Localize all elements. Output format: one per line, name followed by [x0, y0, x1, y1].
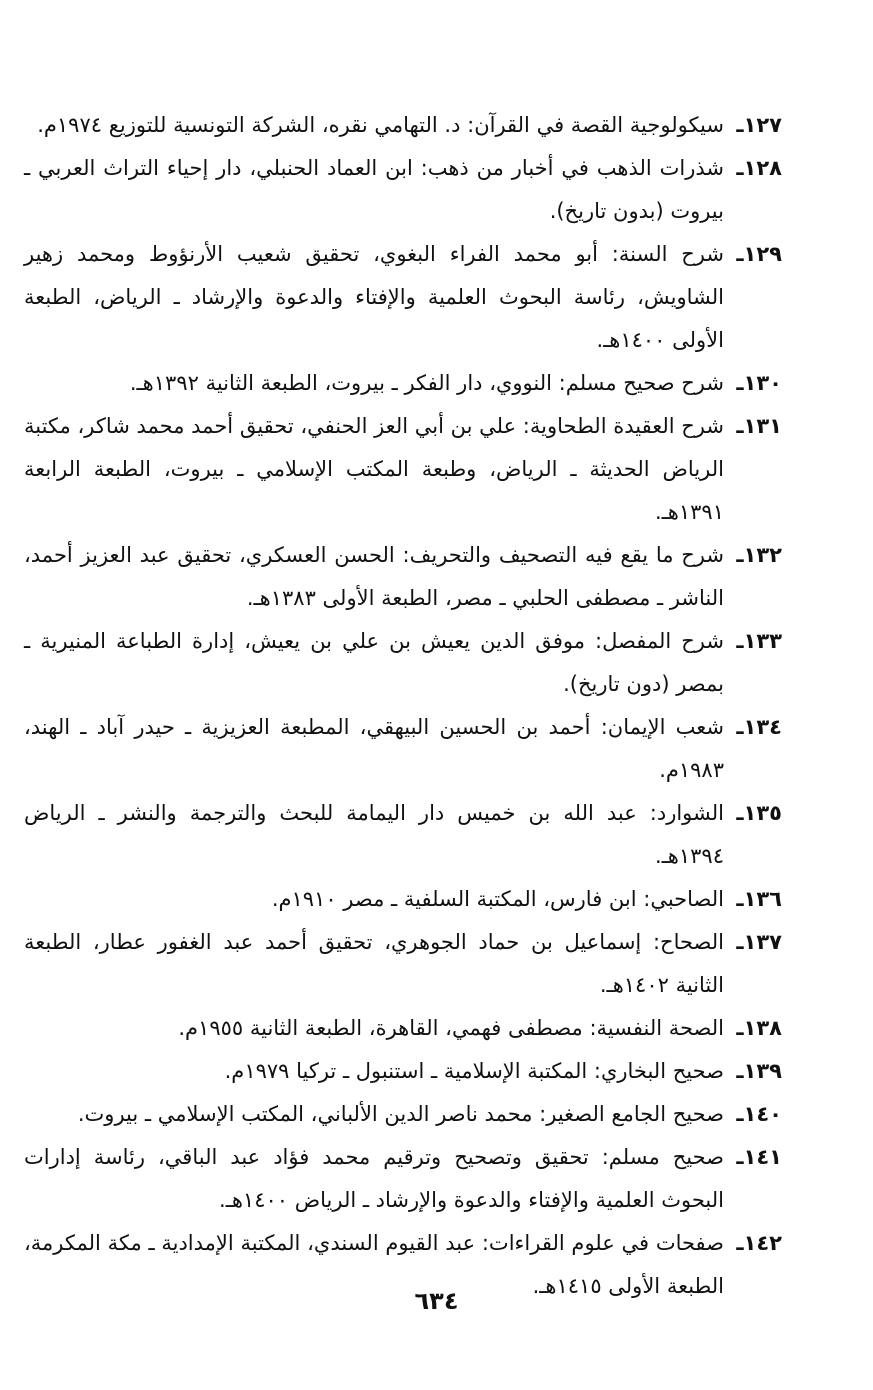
entry-text: صحيح البخاري: المكتبة الإسلامية ـ استنبول ـ تركيا ١٩٧٩م.: [224, 1059, 724, 1083]
bibliography-entry: [24, 147, 782, 233]
bibliography-entry: [24, 405, 782, 534]
bibliography-entry: [24, 1093, 782, 1136]
entry-number: ١٢٧ـ: [736, 113, 782, 137]
entry-number: ١٣٦ـ: [736, 887, 782, 911]
entry-text: شرح ما يقع فيه التصحيف والتحريف: الحسن العسكري، تحقيق عبد العزيز أحمد، الناشر ـ مصطفى الحلبي ـ مصر، الطبعة الأولى ١٣٨٣هـ.: [24, 543, 724, 610]
entry-number: ١٣٨ـ: [736, 1016, 782, 1040]
entry-number: ١٣٥ـ: [736, 801, 782, 825]
entry-text: الصحاح: إسماعيل بن حماد الجوهري، تحقيق أحمد عبد الغفور عطار، الطبعة الثانية ١٤٠٢هـ.: [24, 930, 724, 997]
entry-number: ١٣٤ـ: [736, 715, 782, 739]
bibliography-entry: [24, 706, 782, 792]
entry-text: صفحات في علوم القراءات: عبد القيوم السندي، المكتبة الإمدادية ـ مكة المكرمة، الطبعة الأولى ١٤١٥هـ.: [24, 1231, 724, 1298]
entry-text: شرح السنة: أبو محمد الفراء البغوي، تحقيق شعيب الأرنؤوط ومحمد زهير الشاويش، رئاسة البحوث العلمية والإفتاء والدعوة والإرشاد ـ الرياض، الطبعة الأولى ١٤٠٠هـ.: [24, 242, 724, 352]
entry-text: الشوارد: عبد الله بن خميس دار اليمامة للبحث والترجمة والنشر ـ الرياض ١٣٩٤هـ.: [24, 801, 724, 868]
entry-number: ١٣٢ـ: [736, 543, 782, 567]
entry-text: شرح المفصل: موفق الدين يعيش بن علي بن يعيش، إدارة الطباعة المنيرية ـ بمصر (دون تاريخ).: [24, 629, 724, 696]
entry-number: ١٤٠ـ: [736, 1102, 782, 1126]
entry-text: شعب الإيمان: أحمد بن الحسين البيهقي، المطبعة العزيزية ـ حيدر آباد ـ الهند، ١٩٨٣م.: [24, 715, 724, 782]
entry-number: ١٢٩ـ: [736, 242, 782, 266]
bibliography-entry: [24, 233, 782, 362]
entry-text: شرح صحيح مسلم: النووي، دار الفكر ـ بيروت، الطبعة الثانية ١٣٩٢هـ.: [129, 371, 724, 395]
entry-text: الصحة النفسية: مصطفى فهمي، القاهرة، الطبعة الثانية ١٩٥٥م.: [178, 1016, 724, 1040]
bibliography-entry: [24, 534, 782, 620]
bibliography-entry: [24, 1007, 782, 1050]
entry-text: شرح العقيدة الطحاوية: علي بن أبي العز الحنفي، تحقيق أحمد محمد شاكر، مكتبة الرياض الحديثة ـ الرياض، وطبعة المكتب الإسلامي ـ بيروت، الطبعة الرابعة ١٣٩١هـ.: [24, 414, 724, 524]
page-number: ٦٣٤: [414, 1287, 459, 1315]
entry-number: ١٣٣ـ: [736, 629, 782, 653]
entry-number: ١٣٩ـ: [736, 1059, 782, 1083]
entry-number: ١٣١ـ: [736, 414, 782, 438]
entry-text: الصاحبي: ابن فارس، المكتبة السلفية ـ مصر ١٩١٠م.: [271, 887, 724, 911]
entry-number: ١٤٢ـ: [736, 1231, 782, 1255]
bibliography-entry: [24, 1050, 782, 1093]
entry-number: ١٤١ـ: [736, 1145, 782, 1169]
entry-text: صحيح مسلم: تحقيق وتصحيح وترقيم محمد فؤاد عبد الباقي، رئاسة إدارات البحوث العلمية والإفتاء والدعوة والإرشاد ـ الرياض ١٤٠٠هـ.: [24, 1145, 724, 1212]
bibliography-entry: [24, 878, 782, 921]
entry-number: ١٣٧ـ: [736, 930, 782, 954]
bibliography-entry: [24, 921, 782, 1007]
bibliography-entry: [24, 362, 782, 405]
bibliography-entry: [24, 792, 782, 878]
entry-text: شذرات الذهب في أخبار من ذهب: ابن العماد الحنبلي، دار إحياء التراث العربي ـ بيروت (بدون تاريخ).: [24, 156, 724, 223]
entry-text: صحيح الجامع الصغير: محمد ناصر الدين الألباني، المكتب الإسلامي ـ بيروت.: [77, 1102, 724, 1126]
entry-number: ١٢٨ـ: [736, 156, 782, 180]
bibliography-list: [24, 104, 782, 1308]
bibliography-entry: [24, 620, 782, 706]
bibliography-entry: [24, 1136, 782, 1222]
bibliography-entry: [24, 104, 782, 147]
entry-text: سيكولوجية القصة في القرآن: د. التهامي نقره، الشركة التونسية للتوزيع ١٩٧٤م.: [37, 113, 724, 137]
entry-number: ١٣٠ـ: [736, 371, 782, 395]
